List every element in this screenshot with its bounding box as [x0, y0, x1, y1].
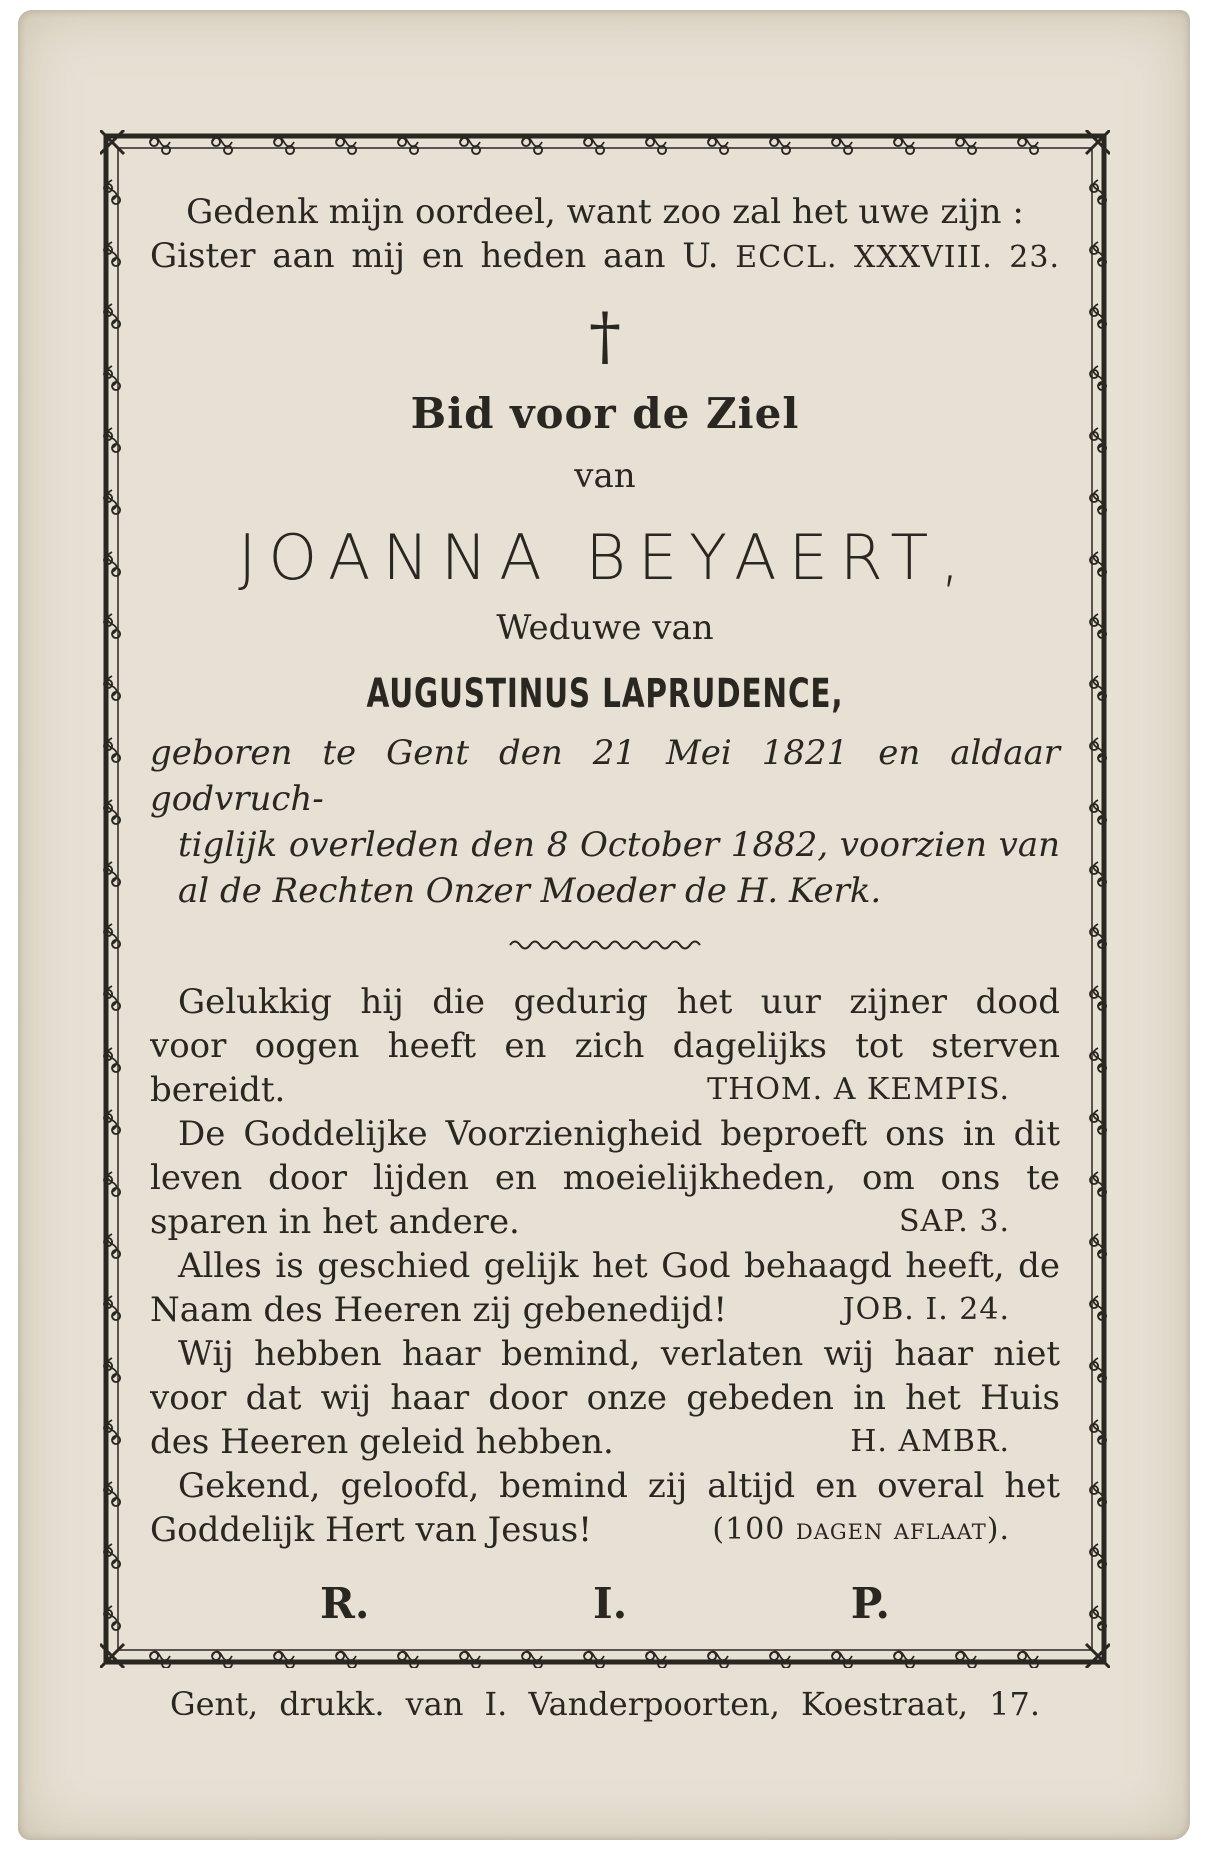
epigraph-line-2: [150, 234, 1060, 280]
quote-reference: THOM. A KEMPIS.: [707, 1072, 1010, 1107]
quote-text: des Heeren geleid hebben.: [150, 1422, 614, 1462]
birth-death-block: [150, 730, 1060, 914]
quote-text: sparen in het andere.: [150, 1202, 520, 1242]
border-knot: [832, 138, 852, 154]
quote-reference: JOB. I. 24.: [842, 1292, 1010, 1327]
quote-last-line: [150, 1200, 1060, 1244]
quote-last-line: [150, 1288, 1060, 1332]
rip-letter: R.: [320, 1579, 370, 1628]
widow-label: Weduwe van: [496, 608, 714, 648]
husband-name: AUGUSTINUS LAPRUDENCE,: [366, 671, 844, 717]
quotes-block: [150, 980, 1060, 1552]
birth-death-line: al de Rechten Onzer Moeder de H. Kerk.: [178, 871, 882, 911]
border-knot: [336, 138, 356, 154]
quote-line: voor oogen heeft en zich dagelijks tot sterven: [150, 1026, 1060, 1066]
quote-last-line: [150, 1068, 1060, 1112]
divider-flourish-icon: [505, 930, 705, 960]
epigraph-reference: ECCL. XXXVIII. 23.: [735, 240, 1061, 275]
epigraph-line-1: Gedenk mijn oordeel, want zoo zal het uwe zijn :: [186, 192, 1024, 232]
rip-letter: P.: [850, 1579, 890, 1628]
heading: Bid voor de Ziel: [410, 389, 800, 438]
border-knot: [522, 138, 542, 154]
rip-line: [150, 1579, 1060, 1628]
border-knot: [584, 138, 604, 154]
border-knot: [646, 138, 666, 154]
cross-icon: †: [589, 300, 621, 374]
deceased-name: JOANNA BEYAERT,: [238, 521, 972, 594]
quote-last-line: [150, 1420, 1060, 1464]
quote-line: Alles is geschied gelijk het God behaagd heeft, de: [178, 1246, 1060, 1286]
border-knot: [274, 138, 294, 154]
border-knot: [708, 138, 728, 154]
printer-imprint: Gent, drukk. van I. Vanderpoorten, Koestraat, 17.: [170, 1685, 1040, 1723]
rip-letter: I.: [592, 1579, 628, 1628]
quote-line: Gelukkig hij die gedurig het uur zijner dood: [178, 982, 1060, 1022]
quote-text: bereidt.: [150, 1070, 286, 1110]
quote-reference: H. AMBR.: [850, 1424, 1010, 1459]
quote-line: leven door lijden en moeielijkheden, om ons te: [150, 1158, 1060, 1198]
border-knot: [212, 138, 232, 154]
birth-death-line: tiglijk overleden den 8 October 1882, voorzien van: [178, 825, 1060, 865]
quote-line: Wij hebben haar bemind, verlaten wij haar niet: [178, 1334, 1060, 1374]
birth-death-line: geboren te Gent den 21 Mei 1821 en aldaar godvruch-: [150, 733, 1060, 819]
quote-last-line: [150, 1508, 1060, 1552]
card-content: [150, 190, 1060, 1626]
border-knot: [150, 138, 170, 154]
border-knot: [956, 138, 976, 154]
epigraph-text: Gister aan mij en heden aan U.: [150, 236, 719, 276]
border-knot: [460, 138, 480, 154]
border-knot: [894, 138, 914, 154]
border-knot: [770, 138, 790, 154]
quote-reference: SAP. 3.: [898, 1204, 1010, 1239]
quote-line: Gekend, geloofd, bemind zij altijd en overal het: [178, 1466, 1060, 1506]
border-knot: [1018, 138, 1038, 154]
quote-text: Goddelijk Hert van Jesus!: [150, 1510, 592, 1550]
van-label: van: [574, 456, 636, 496]
border-knot: [398, 138, 418, 154]
quote-line: De Goddelijke Voorzienigheid beproeft ons in dit: [178, 1114, 1060, 1154]
quote-text: Naam des Heeren zij gebenedijd!: [150, 1290, 727, 1330]
quote-line: voor dat wij haar door onze gebeden in het Huis: [150, 1378, 1060, 1418]
quote-reference: (100 dagen aflaat).: [712, 1512, 1010, 1547]
